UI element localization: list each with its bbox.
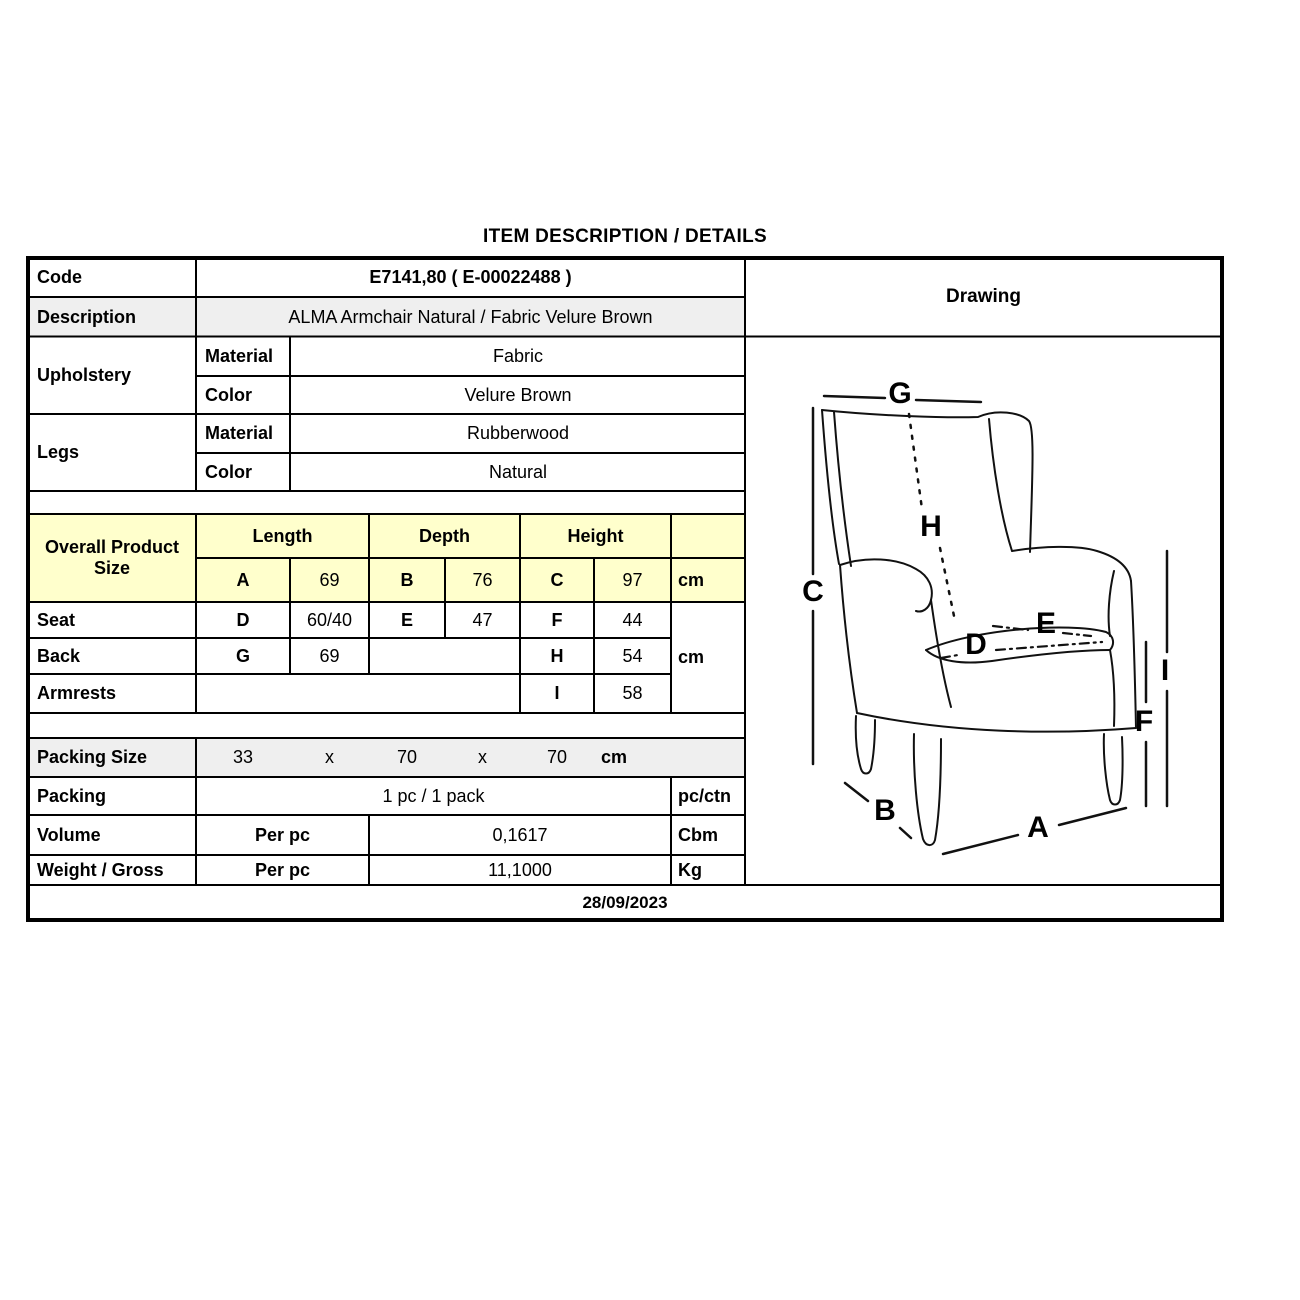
packing-size-unit: cm [601,747,628,767]
dim-g-value: 69 [319,645,340,666]
page-title: ITEM DESCRIPTION / DETAILS [482,226,767,247]
dim-h-value: 54 [622,645,643,666]
dim-a-key: A [236,569,250,590]
dim-c-key: C [550,569,564,590]
overall-size-label: Overall Product Size [44,536,180,578]
packing-size-label: Packing Size [37,747,148,767]
packing-unit: pc/ctn [678,785,732,806]
height-header: Height [567,525,624,546]
dim-label-c: C [802,575,824,608]
packing-label: Packing [37,785,107,806]
upholstery-color-value: Velure Brown [464,384,572,405]
dim-label-i: I [1160,654,1170,687]
dim-i-key: I [554,683,560,703]
dim-f-value: 44 [622,609,643,630]
dim-label-h: H [920,510,942,543]
code-label: Code [37,267,82,287]
size-unit: cm [678,647,705,667]
packing-size-x2: x [478,747,487,767]
dim-i-value: 58 [622,683,643,703]
back-label: Back [37,645,81,666]
dim-b-key: B [400,569,414,590]
weight-label: Weight / Gross [37,859,164,880]
upholstery-color-label: Color [205,384,252,405]
dim-label-a: A [1027,811,1049,844]
seat-label: Seat [37,609,76,630]
dim-c-value: 97 [622,569,643,590]
dim-h-key: H [550,645,564,666]
weight-value: 11,1000 [488,859,552,880]
legs-color-label: Color [205,461,252,482]
volume-label: Volume [37,824,101,845]
code-value: E7141,80 ( E-00022488 ) [369,267,572,287]
packing-value: 1 pc / 1 pack [382,785,485,806]
volume-value: 0,1617 [492,824,548,845]
volume-per: Per pc [254,824,311,845]
dimension-lines [813,396,1170,854]
dim-f-key: F [551,609,563,630]
packing-size-x1: x [325,747,334,767]
packing-size-v1: 33 [232,747,254,767]
dim-label-f: F [1134,705,1154,738]
dim-e-key: E [400,609,413,630]
legs-material-label: Material [205,423,274,443]
legs-material-value: Rubberwood [466,423,570,443]
dim-label-b: B [874,794,896,827]
description-value: ALMA Armchair Natural / Fabric Velure Brown [288,306,653,327]
upholstery-label: Upholstery [37,365,132,385]
upholstery-material-value: Fabric [492,346,543,366]
date-value: 28/09/2023 [582,892,668,912]
dim-e-value: 47 [472,609,493,630]
dim-b-value: 76 [472,569,493,590]
dim-g-key: G [235,645,250,666]
packing-size-v3: 70 [546,747,568,767]
dim-label-e: E [1035,607,1057,640]
legs-color-value: Natural [488,461,548,482]
description-label: Description [37,306,137,327]
volume-unit: Cbm [678,824,718,845]
dim-d-key: D [236,609,250,630]
overall-unit: cm [678,569,705,590]
weight-per: Per pc [254,859,311,880]
dim-label-d: D [965,628,987,661]
length-header: Length [252,525,313,546]
dim-a-value: 69 [319,569,340,590]
weight-unit: Kg [678,859,702,880]
armrests-label: Armrests [37,683,117,703]
upholstery-material-label: Material [205,346,274,366]
drawing-title: Drawing [946,286,1021,307]
dim-d-value: 60/40 [306,609,353,630]
depth-header: Depth [419,525,470,546]
dim-label-g: G [888,377,912,410]
legs-label: Legs [37,442,80,462]
packing-size-v2: 70 [396,747,418,767]
